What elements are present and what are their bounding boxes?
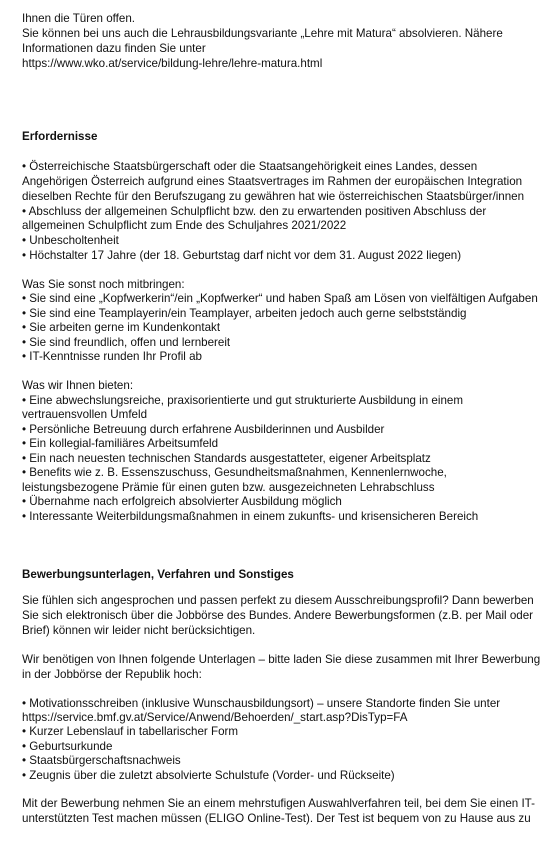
list-item: • Motivationsschreiben (inklusive Wunschausbildungsort) – unsere Standorte finden Sie unter — [22, 697, 501, 710]
paragraph-line: Sie fühlen sich angesprochen und passen perfekt zu diesem Ausschreibungsprofil? Dann bewerben — [22, 594, 534, 607]
list-item: • Persönliche Betreuung durch erfahrene Ausbilderinnen und Ausbilder — [22, 423, 385, 436]
list-item: • Österreichische Staatsbürgerschaft oder die Staatsangehörigkeit eines Landes, dessen — [22, 160, 478, 173]
list-item: • Benefits wie z. B. Essenszuschuss, Gesundheitsmaßnahmen, Kennenlernwoche, — [22, 466, 447, 479]
paragraph-line: Sie sich elektronisch über die Jobbörse des Bundes. Andere Bewerbungsformen (z.B. per Mail oder — [22, 609, 534, 622]
list-item: • Interessante Weiterbildungsmaßnahmen in einem zukunfts- und krisensicheren Bereich — [22, 510, 479, 523]
list-item: • Kurzer Lebenslauf in tabellarischer Form — [22, 725, 239, 738]
list-item: • Abschluss der allgemeinen Schulpflicht bzw. den zu erwartenden positiven Abschluss der — [22, 205, 487, 218]
subsection-title-mitbringen: Was Sie sonst noch mitbringen: — [22, 278, 185, 291]
list-item: • Unbescholtenheit — [22, 234, 119, 247]
paragraph-line: Wir benötigen von Ihnen folgende Unterlagen – bitte laden Sie diese zusammen mit Ihrer Bewerbung — [22, 653, 541, 666]
list-item: Angehörigen Österreich aufgrund eines Staatsvertrages im Rahmen der europäischen Integration — [22, 175, 523, 188]
intro-line: Sie können bei uns auch die Lehrausbildungsvariante „Lehre mit Matura“ absolvieren. Nähere — [22, 27, 503, 40]
paragraph-line: Brief) können wir leider nicht berücksichtigen. — [22, 624, 256, 637]
list-item: • Übernahme nach erfolgreich absolvierter Ausbildung möglich — [22, 495, 342, 508]
list-item: • Zeugnis über die zuletzt absolvierte Schulstufe (Vorder- und Rückseite) — [22, 769, 395, 782]
paragraph-line: in der Jobbörse der Republik hoch: — [22, 668, 202, 681]
list-item: • Höchstalter 17 Jahre (der 18. Geburtstag darf nicht vor dem 31. August 2022 liegen) — [22, 249, 462, 262]
list-item: dieselben Rechte für den Berufszugang zu gewähren hat wie österreichischen Staatsbürger/innen — [22, 190, 525, 203]
intro-line: Informationen dazu finden Sie unter — [22, 42, 206, 55]
paragraph-line: unterstützten Test machen müssen (ELIGO Online-Test). Der Test ist bequem von zu Hause aus zu — [22, 812, 531, 825]
list-item: • Sie sind eine Teamplayerin/ein Teamplayer, arbeiten jedoch auch gerne selbstständig — [22, 307, 467, 320]
paragraph-line: Mit der Bewerbung nehmen Sie an einem mehrstufigen Auswahlverfahren teil, bei dem Sie einen IT- — [22, 797, 535, 810]
list-item: • Sie sind eine „Kopfwerkerin“/ein „Kopfwerker“ und haben Spaß am Lösen von vielfältigen Aufgaben — [22, 292, 538, 305]
list-item: • IT-Kenntnisse runden Ihr Profil ab — [22, 350, 202, 363]
subsection-title-bieten: Was wir Ihnen bieten: — [22, 379, 134, 392]
list-item: • Sie sind freundlich, offen und lernbereit — [22, 336, 231, 349]
list-item: • Eine abwechslungsreiche, praxisorientierte und gut strukturierte Ausbildung in einem — [22, 394, 464, 407]
list-item: vertrauensvollen Umfeld — [22, 408, 148, 421]
list-link[interactable]: https://service.bmf.gv.at/Service/Anwend/Behoerden/_start.asp?DisTyp=FA — [22, 711, 408, 724]
list-item: • Ein kollegial-familiäres Arbeitsumfeld — [22, 437, 219, 450]
list-item: • Ein nach neuesten technischen Standards ausgestatteter, eigener Arbeitsplatz — [22, 452, 431, 465]
list-item: leistungsbezogene Prämie für einen guten bzw. ausgezeichneten Lehrabschluss — [22, 481, 435, 494]
list-item: • Geburtsurkunde — [22, 740, 113, 753]
list-item: allgemeinen Schulpflicht zum Ende des Schuljahres 2021/2022 — [22, 219, 347, 232]
intro-line: Ihnen die Türen offen. — [22, 12, 136, 25]
section-heading-erfordernisse: Erfordernisse — [22, 130, 98, 143]
list-item: • Sie arbeiten gerne im Kundenkontakt — [22, 321, 221, 334]
section-heading-bewerbung: Bewerbungsunterlagen, Verfahren und Sonstiges — [22, 568, 294, 581]
list-item: • Staatsbürgerschaftsnachweis — [22, 754, 181, 767]
intro-link[interactable]: https://www.wko.at/service/bildung-lehre/lehre-matura.html — [22, 57, 323, 70]
